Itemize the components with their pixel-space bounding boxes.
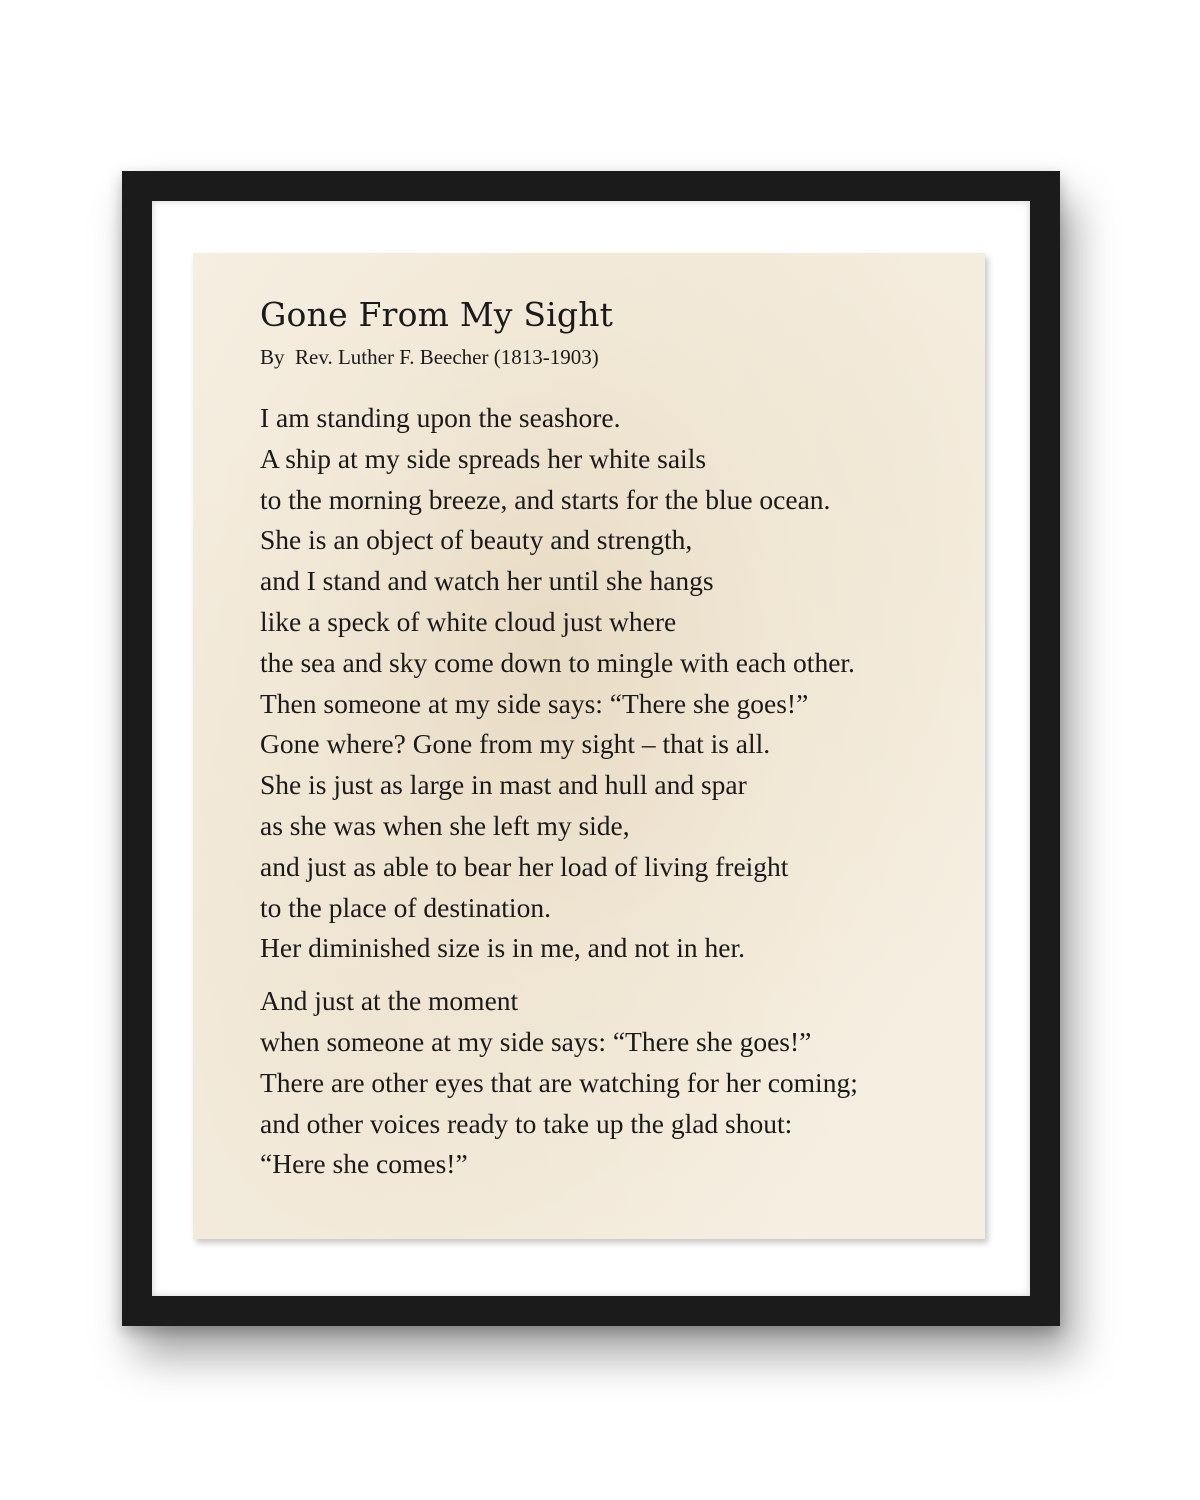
poem-line: She is just as large in mast and hull and spar <box>260 769 747 801</box>
stanza <box>260 398 858 969</box>
poem-line: as she was when she left my side, <box>260 809 630 841</box>
white-mat <box>152 201 1030 1296</box>
poem-line: Her diminished size is in me, and not in her. <box>260 932 745 964</box>
poem-line: There are other eyes that are watching for her coming; <box>260 1066 858 1098</box>
poem-line: when someone at my side says: “There she goes!” <box>260 1025 812 1057</box>
poem-line: She is an object of beauty and strength, <box>260 524 693 556</box>
poem-line: and I stand and watch her until she hangs <box>260 565 714 597</box>
poem-line: “Here she comes!” <box>260 1148 468 1180</box>
poem-line: like a speck of white cloud just where <box>260 605 677 637</box>
poem-line: to the morning breeze, and starts for the blue ocean. <box>260 483 831 515</box>
poem-body <box>260 398 858 1185</box>
poem-line: Then someone at my side says: “There she goes!” <box>260 687 809 719</box>
poem-line: and just as able to bear her load of living freight <box>260 850 789 882</box>
black-picture-frame <box>122 171 1060 1326</box>
poem-line: I am standing upon the seashore. <box>260 402 621 433</box>
poem-line: the sea and sky come down to mingle with each other. <box>260 646 855 678</box>
poem-line: and other voices ready to take up the glad shout: <box>260 1107 793 1139</box>
stanza <box>260 981 858 1185</box>
poem-title: Gone From My Sight <box>260 295 614 334</box>
poem-line: A ship at my side spreads her white sails <box>260 442 707 474</box>
poem-byline: By Rev. Luther F. Beecher (1813-1903) <box>260 345 599 369</box>
poem-line: to the place of destination. <box>260 891 551 923</box>
poem-print <box>193 253 985 1239</box>
poem-line: And just at the moment <box>260 985 519 1017</box>
poem-line: Gone where? Gone from my sight – that is all. <box>260 728 771 760</box>
